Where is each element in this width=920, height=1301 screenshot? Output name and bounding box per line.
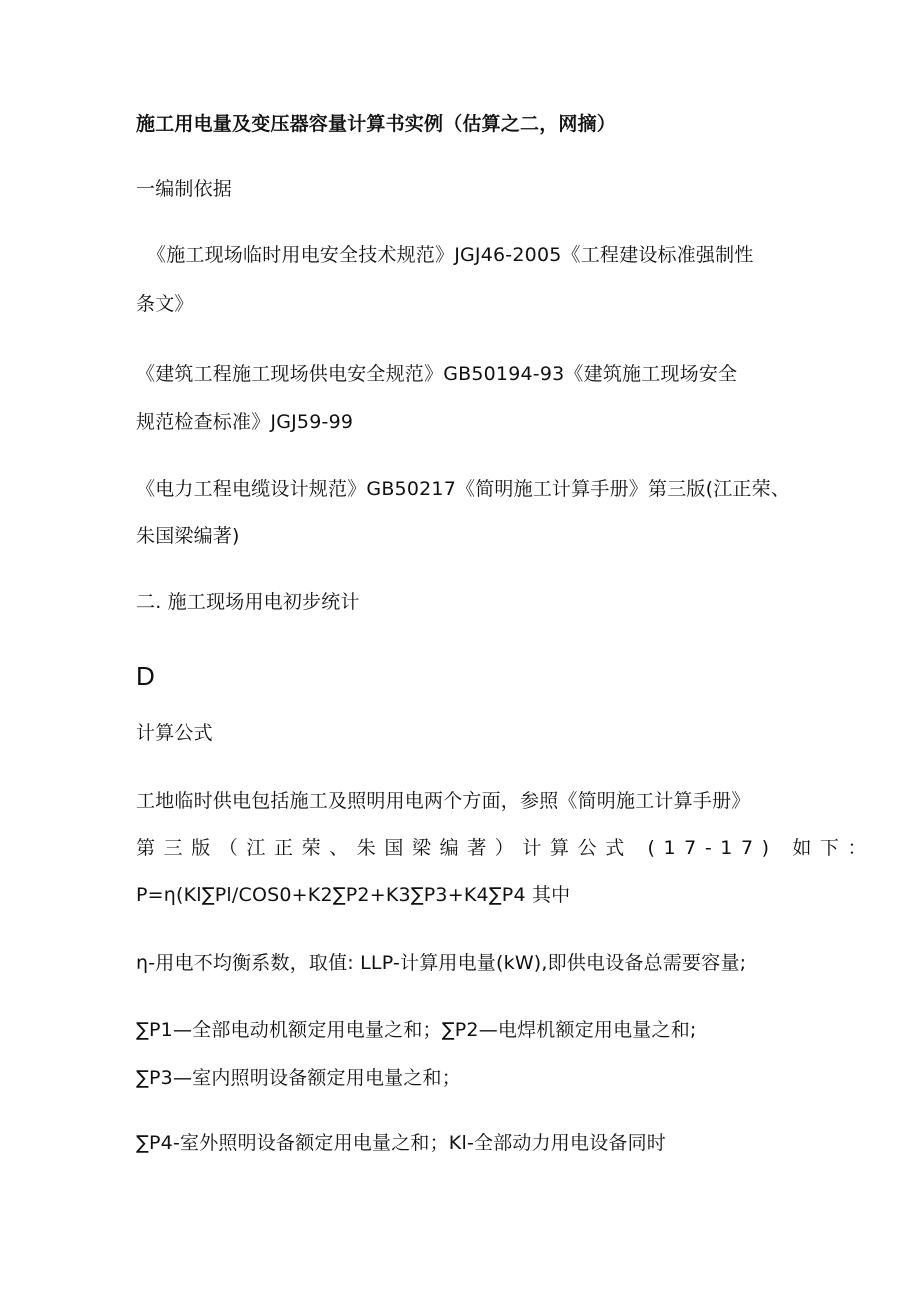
basis-line-1: 《施工现场临时用电安全技术规范》JGJ46-2005《工程建设标准强制性 <box>147 244 754 266</box>
formula-line: P=η(Kl∑Pl/COS0+K2∑P2+K3∑P3+K4∑P4 其中 <box>136 884 571 906</box>
definition-line-2: ∑P1—全部电动机额定用电量之和；∑P2—电焊机额定用电量之和; <box>136 1019 697 1041</box>
basis-line-4: 规范检查标准》JGJ59-99 <box>136 411 354 433</box>
paragraph-line-1: 工地临时供电包括施工及照明用电两个方面，参照《简明施工计算手册》 <box>136 790 751 812</box>
section-heading-statistics: 二. 施工现场用电初步统计 <box>136 591 360 613</box>
definition-line-3: ∑P3—室内照明设备额定用电量之和； <box>136 1067 461 1089</box>
section-marker: D <box>136 661 155 691</box>
section-heading-basis: 一编制依据 <box>136 178 233 200</box>
definition-line-4: ∑P4-室外照明设备额定用电量之和；Kl-全部动力用电设备同时 <box>136 1132 667 1154</box>
definition-line-1: η-用电不均衡系数，取值: LLP-计算用电量(kW),即供电设备总需要容量; <box>136 952 747 974</box>
formula-heading: 计算公式 <box>136 722 213 744</box>
basis-line-2: 条文》 <box>136 293 194 315</box>
paragraph-line-2: 第三版（江正荣、朱国梁编著）计算公式 (17-17) 如下： <box>136 837 876 859</box>
document-title: 施工用电量及变压器容量计算书实例（估算之二，网摘） <box>136 113 617 135</box>
basis-line-3: 《建筑工程施工现场供电安全规范》GB50194-93《建筑施工现场安全 <box>136 363 738 385</box>
basis-line-6: 朱国梁编著) <box>136 525 240 547</box>
basis-line-5: 《电力工程电缆设计规范》GB50217《简明施工计算手册》第三版(江正荣、 <box>136 478 791 500</box>
